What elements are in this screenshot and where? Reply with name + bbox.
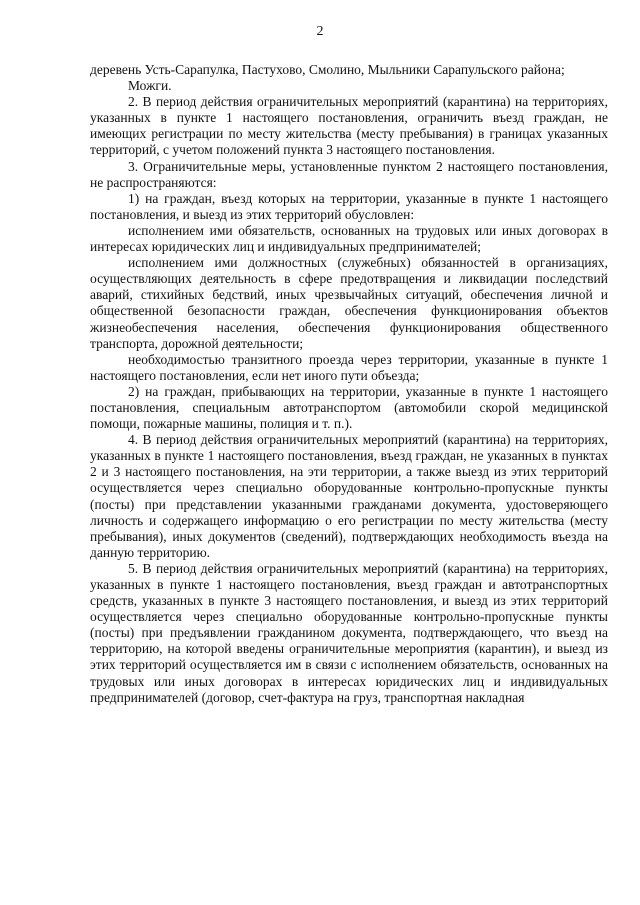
document-body bbox=[90, 62, 608, 706]
page-number: 2 bbox=[316, 24, 324, 39]
paragraph-item-4: 4. В период действия ограничительных мероприятий (карантина) на территориях, указанных в пункте 1 настоящего постановления, въезд граждан, не указанных в пунктах 2 и 3 настоящего постановления, на эти территории, а также выезд из этих территорий осуществляется через специально оборудованные контрольно-пропускные пункты (посты) при представлении указанными гражданами документа, удостоверяющего личность и содержащего информацию о его регистрации по месту жительства (месту пребывания), иных документов (сведений), подтверждающих необходимость въезда на данную территорию. bbox=[90, 432, 608, 560]
paragraph-item-3: 3. Ограничительные меры, установленные пунктом 2 настоящего постановления, не распространяются: bbox=[90, 158, 608, 190]
paragraph-item-2: 2. В период действия ограничительных мероприятий (карантина) на территориях, указанных в пункте 1 настоящего постановления, ограничить въезд граждан, не имеющих регистрации по месту жительства (месту пребывания) в границах указанных территорий, с учетом положений пункта 3 настоящего постановления. bbox=[90, 94, 608, 158]
paragraph-obligations: исполнением ими обязательств, основанных на трудовых или иных договорах в интересах юридических лиц и индивидуальных предпринимателей; bbox=[90, 222, 608, 255]
paragraph-subitem-1: 1) на граждан, въезд которых на территории, указанные в пункте 1 настоящего постановления, и выезд из этих территорий обусловлен: bbox=[90, 190, 608, 222]
paragraph-mozhgi: Можги. bbox=[128, 78, 172, 94]
paragraph-transit: необходимостью транзитного проезда через территории, указанные в пункте 1 настоящего постановления, если нет иного пути объезда; bbox=[90, 351, 608, 383]
paragraph-item-5: 5. В период действия ограничительных мероприятий (карантина) на территориях, указанных в пункте 1 настоящего постановления, въезд граждан и автотранспортных средств, указанных в пункте 3 настоящего постановления, и выезд из этих территорий осуществляется через специально оборудованные контрольно-пропускные пункты (посты) при предъявлении гражданином документа, подтверждающего, что въезд на территорию, на которой введены ограничительные мероприятия (карантин), и выезд из этих территорий осуществляется им в связи с исполнением обязательств, основанных на трудовых или иных договорах в интересах юридических лиц и индивидуальных предпринимателей (договор, счет-фактура на груз, транспортная накладная bbox=[90, 560, 608, 705]
paragraph-continuation: деревень Усть-Сарапулка, Пастухово, Смолино, Мыльники Сарапульского района; bbox=[90, 62, 565, 77]
paragraph-subitem-2: 2) на граждан, прибывающих на территории, указанные в пункте 1 настоящего постановления, специальным автотранспортом (автомобили скорой медицинской помощи, пожарные машины, полиция и т. п.). bbox=[90, 383, 608, 432]
paragraph-official-duties: исполнением ими должностных (служебных) обязанностей в организациях, осуществляющих деятельность в сфере предотвращения и ликвидации последствий аварий, стихийных бедствий, иных чрезвычайных ситуаций, обеспечения личной и общественной безопасности граждан, обеспечения функционирования объектов жизнеобеспечения населения, обеспечения функционирования общественного транспорта, дорожной деятельности; bbox=[90, 255, 608, 351]
